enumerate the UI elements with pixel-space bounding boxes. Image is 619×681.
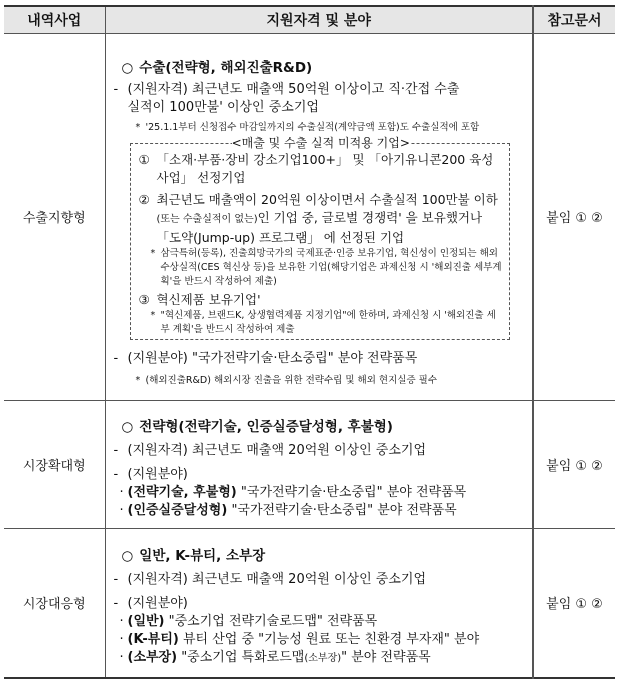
- support-table: [4, 5, 615, 679]
- field-item: · (일반) "중소기업 전략기술로드맵" 전략품목: [119, 614, 378, 630]
- program-name: 시장확대형: [4, 400, 105, 528]
- header-reference: 참고문서: [533, 6, 615, 33]
- footnote: * "혁신제품, 브랜드K, 상생협력제품 지정기업"에 한하며, 과제신청 시 '해외진출 세부 계획'을 반드시 작성하여 제출: [150, 310, 496, 335]
- section-heading: ○ 일반, K-뷰티, 소부장: [121, 548, 266, 565]
- field-item: · (전략기술, 후불형) "국가전략기술·탄소중립" 분야 전략품목: [119, 485, 467, 500]
- reference-doc: 붙임 ① ②: [533, 528, 615, 678]
- program-name: 시장대응형: [4, 528, 105, 678]
- exemption-box: [130, 136, 511, 340]
- table-row: [4, 528, 615, 678]
- program-name: 수출지향형: [4, 33, 105, 400]
- footnote: * (해외진출R&D) 해외시장 진출을 위한 전략수립 및 해외 현지실증 필수: [135, 375, 437, 386]
- reference-doc: 붙임 ① ②: [533, 33, 615, 400]
- qualification-line: - (지원자격) 최근년도 매출액 20억원 이상인 중소기업: [113, 443, 427, 458]
- footnote: * 삼극특허(등록), 진출희망국가의 국제표준·인증 보유기업, 혁신성이 인정되는 해외수상실적(CES 혁신상 등)을 보유한 기업(해당기업은 과제신청 시 '해외진출 세부계획'을 반드시 작성하여 제출): [150, 248, 502, 287]
- reference-doc: 붙임 ① ②: [533, 400, 615, 528]
- footnote: * '25.1.1부터 신청접수 마감일까지의 수출실적(계약금액 포함)도 수출실적에 포함: [135, 122, 480, 133]
- program-details: [105, 528, 533, 678]
- field-item: · (소부장) "중소기업 특화로드맵(소부장)" 분야 전략품목: [119, 650, 431, 666]
- program-details: [105, 400, 533, 528]
- header-program: 내역사업: [4, 6, 105, 33]
- header-qualification: 지원자격 및 분야: [105, 6, 533, 33]
- exemption-item: ① 「소재·부품·장비 강소기업100+」 및 「아기유니콘200 육성사업」 선정기업: [138, 152, 494, 185]
- section-heading: ○ 전략형(전략기술, 인증실증달성형, 후불형): [121, 419, 393, 435]
- exemption-title: <매출 및 수출 실적 미적용 기업>: [231, 136, 410, 150]
- section-heading: ○ 수출(전략형, 해외진출R&D): [121, 60, 313, 76]
- exemption-item: ③ 혁신제품 보유기업': [138, 292, 261, 307]
- field-item: · (K-뷰티) 뷰티 산업 중 "기능성 원료 또는 친환경 부자재" 분야: [119, 632, 480, 648]
- field-line: - (지원분야): [113, 467, 188, 482]
- qualification-line: - (지원자격) 최근년도 매출액 20억원 이상인 중소기업: [113, 572, 427, 588]
- program-details: [105, 33, 533, 400]
- field-line: - (지원분야): [113, 596, 188, 612]
- table-row: [4, 33, 615, 400]
- field-line: - (지원분야) "국가전략기술·탄소중립" 분야 전략품목: [113, 351, 418, 366]
- field-item: · (인증실증달성형) "국가전략기술·탄소중립" 분야 전략품목: [119, 503, 457, 518]
- table-row: [4, 400, 615, 528]
- qualification-line: - (지원자격) 최근년도 매출액 50억원 이상이고 직·간접 수출 실적이 100만불' 이상인 중소기업: [113, 82, 460, 115]
- exemption-item: ② 최근년도 매출액이 20억원 이상이면서 수출실적 100만불 이하 (또는 수출실적이 없는)인 기업 중, 글로벌 경쟁력' 을 보유했거나 「도약(Jump-up) 프로그램」 에 선정된 기업: [138, 192, 498, 245]
- header-row: [4, 6, 615, 33]
